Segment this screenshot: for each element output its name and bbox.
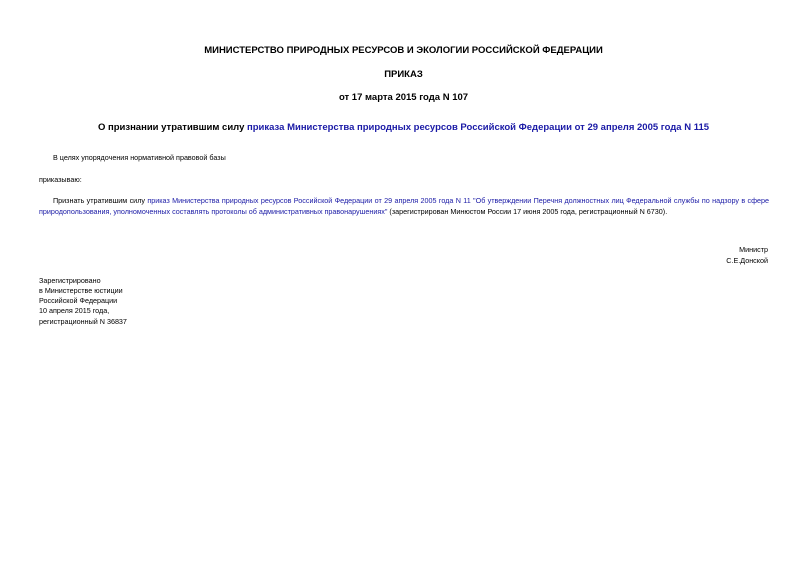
signatory-name: С.Е.Донской (726, 256, 768, 265)
order-word-paragraph: приказываю: (39, 175, 82, 184)
order-paragraph-suffix: (зарегистрирован Минюстом России 17 июня 2005 года, регистрационный N 6730). (387, 207, 668, 216)
document-title (0, 122, 807, 133)
preamble-paragraph: В целях упорядочения нормативной правовой базы (53, 153, 226, 162)
title-link[interactable]: приказа Министерства природных ресурсов Российской Федерации от 29 апреля 2005 года N 115 (247, 122, 710, 133)
order-paragraph-prefix: Признать утратившим силу (53, 196, 148, 205)
order-paragraph-link[interactable]: приказ Министерства природных ресурсов Российской Федерации от 29 апреля 2005 года N 11 "Об утверждении Перечня должностных лиц Федеральной службы по надзору в сфере природопользования, уполномоченных составлять протоколы об административных правонарушениях" (39, 196, 769, 216)
registration-line-5: регистрационный N 36837 (39, 317, 127, 326)
document-date-number: от 17 марта 2015 года N 107 (338, 92, 469, 103)
signatory-position: Министр (739, 245, 768, 254)
ministry-heading: МИНИСТЕРСТВО ПРИРОДНЫХ РЕСУРСОВ И ЭКОЛОГИИ РОССИЙСКОЙ ФЕДЕРАЦИИ (204, 45, 603, 56)
document-type-heading: ПРИКАЗ (384, 69, 423, 80)
registration-line-2: в Министерстве юстиции (39, 286, 123, 295)
order-paragraph (39, 195, 769, 217)
registration-line-3: Российской Федерации (39, 296, 118, 305)
registration-line-1: Зарегистрировано (39, 276, 101, 285)
registration-line-4: 10 апреля 2015 года, (39, 306, 110, 315)
title-prefix: О признании утратившим силу (97, 122, 248, 133)
